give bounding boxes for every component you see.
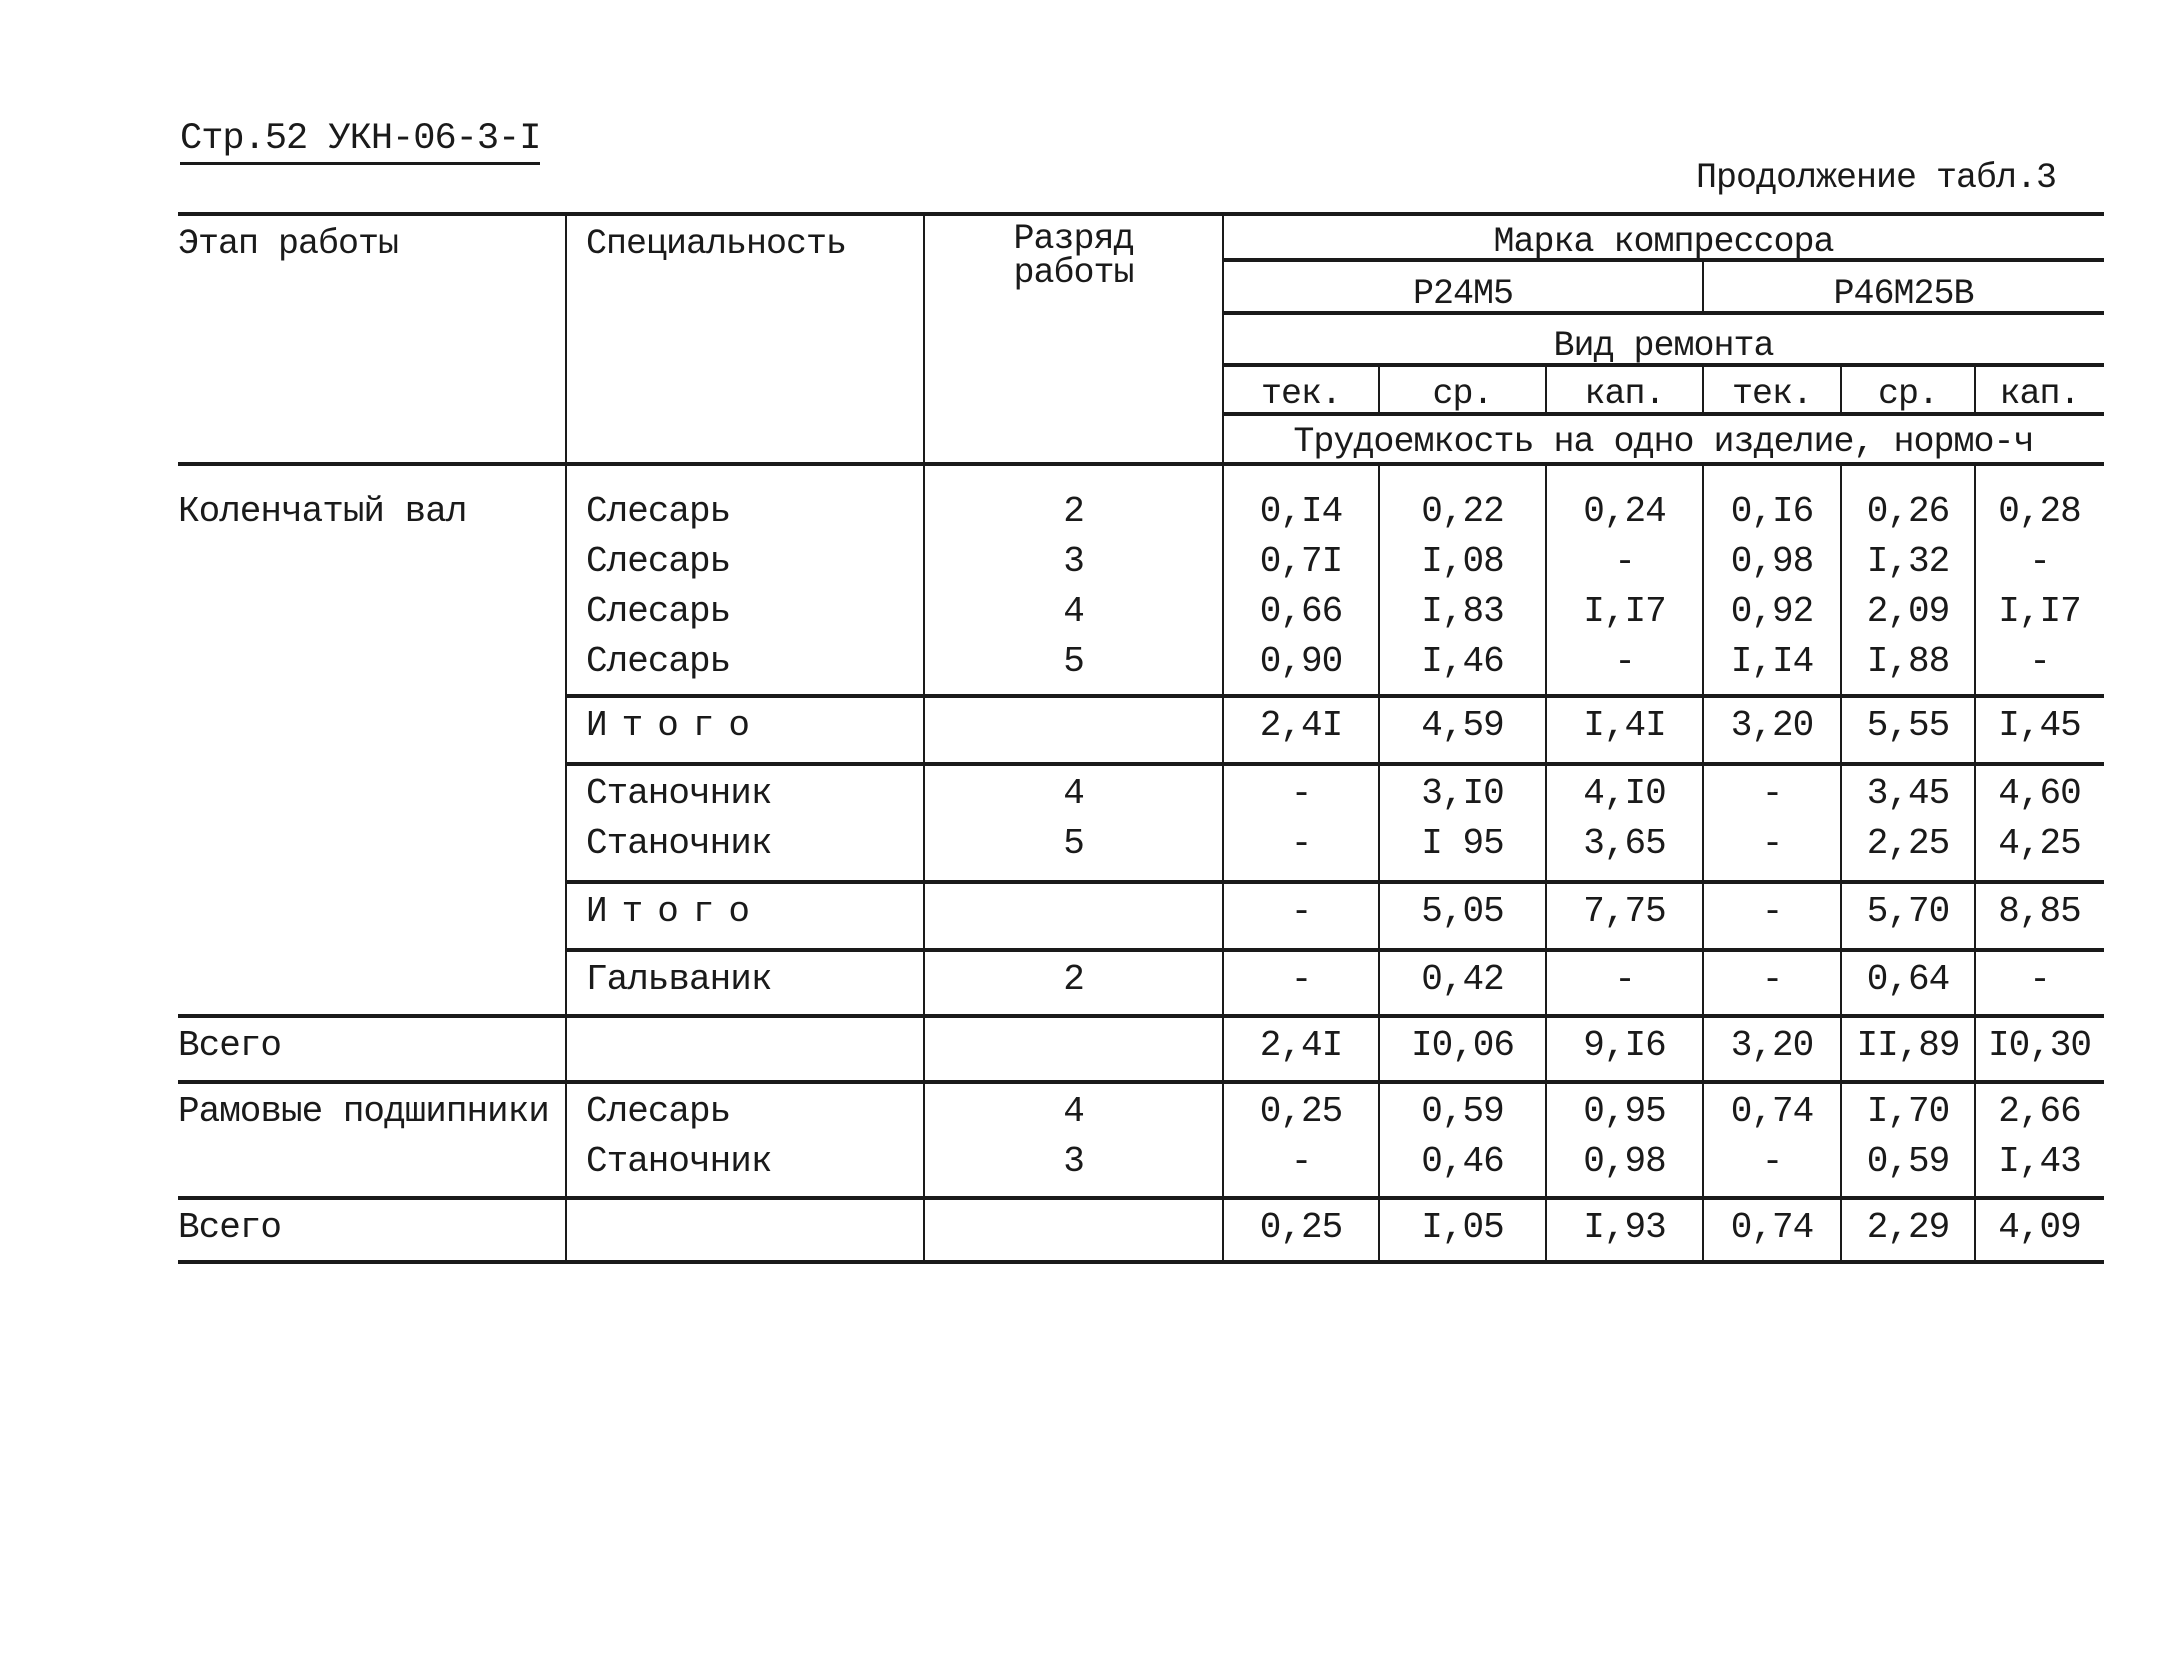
row-value: I 95 bbox=[1421, 823, 1504, 864]
header-compressor-brand: Марка компрессора bbox=[1493, 222, 1834, 262]
row-value: 4,09 bbox=[1998, 1207, 2081, 1248]
row-value: 0,90 bbox=[1259, 641, 1343, 682]
row-value: 3,I0 bbox=[1421, 773, 1504, 814]
row-value: - bbox=[1761, 959, 1783, 1000]
row-value: 7,75 bbox=[1583, 891, 1666, 932]
row-value: 4,I0 bbox=[1583, 773, 1666, 814]
row-value: 0,42 bbox=[1421, 959, 1504, 1000]
row-value: - bbox=[1761, 1141, 1783, 1182]
row-value: 0,59 bbox=[1421, 1091, 1504, 1132]
row-value: 0,25 bbox=[1259, 1091, 1343, 1132]
row-grade: 3 bbox=[1063, 1141, 1084, 1182]
header-repair-type: Вид ремонта bbox=[1553, 326, 1774, 366]
page-header: Стр.52 УКН-06-3-I bbox=[180, 118, 540, 165]
row-value: - bbox=[1290, 823, 1312, 864]
row-value: 0,22 bbox=[1421, 491, 1504, 532]
row-value: 0,92 bbox=[1730, 591, 1814, 632]
row-value: I,93 bbox=[1583, 1207, 1666, 1248]
row-stage: Всего bbox=[178, 1207, 282, 1248]
row-value: - bbox=[1614, 541, 1635, 582]
row-value: 0,59 bbox=[1866, 1141, 1950, 1182]
header-repair-col: тек. bbox=[1260, 374, 1341, 414]
row-value: - bbox=[2029, 959, 2050, 1000]
row-grade: 2 bbox=[1063, 959, 1084, 1000]
row-grade: 4 bbox=[1063, 773, 1084, 814]
row-value: - bbox=[1761, 823, 1783, 864]
row-grade: 4 bbox=[1063, 1091, 1084, 1132]
row-value: - bbox=[2029, 541, 2050, 582]
header-model-p24m5: Р24М5 bbox=[1412, 274, 1514, 314]
row-value: 0,I6 bbox=[1730, 491, 1814, 532]
row-value: 0,I4 bbox=[1259, 491, 1343, 532]
row-value: - bbox=[1290, 959, 1312, 1000]
row-value: 2,25 bbox=[1866, 823, 1950, 864]
row-value: 0,74 bbox=[1730, 1207, 1814, 1248]
header-repair-col: кап. bbox=[1999, 374, 2080, 414]
row-value: 0,28 bbox=[1998, 491, 2081, 532]
row-value: I,83 bbox=[1421, 591, 1504, 632]
row-value: 0,25 bbox=[1259, 1207, 1343, 1248]
row-specialty: Гальваник bbox=[586, 959, 772, 1000]
row-grade: 4 bbox=[1063, 591, 1084, 632]
row-value: - bbox=[1290, 773, 1312, 814]
row-stage: Коленчатый вал bbox=[178, 491, 467, 532]
row-value: 3,20 bbox=[1730, 1025, 1814, 1066]
row-value: I,45 bbox=[1998, 705, 2081, 746]
row-grade: 5 bbox=[1063, 641, 1084, 682]
row-value: I,43 bbox=[1998, 1141, 2081, 1182]
row-value: I,08 bbox=[1421, 541, 1504, 582]
row-specialty: Слесарь bbox=[586, 541, 731, 582]
row-value: 2,29 bbox=[1866, 1207, 1950, 1248]
row-value: 0,64 bbox=[1866, 959, 1950, 1000]
row-value: 0,7I bbox=[1259, 541, 1343, 582]
row-value: 3,65 bbox=[1583, 823, 1666, 864]
row-specialty: Итого bbox=[586, 705, 765, 746]
row-value: 4,25 bbox=[1998, 823, 2081, 864]
row-specialty: Слесарь bbox=[586, 491, 731, 532]
header-model-p46m25v: Р46М25В bbox=[1833, 274, 1974, 314]
row-stage: Всего bbox=[178, 1025, 282, 1066]
row-value: 5,05 bbox=[1421, 891, 1504, 932]
row-value: 3,20 bbox=[1730, 705, 1814, 746]
row-value: 0,98 bbox=[1583, 1141, 1666, 1182]
row-value: - bbox=[1614, 641, 1635, 682]
row-value: I,70 bbox=[1866, 1091, 1950, 1132]
row-value: I0,06 bbox=[1410, 1025, 1515, 1066]
row-value: 0,24 bbox=[1583, 491, 1666, 532]
row-value: - bbox=[1290, 1141, 1312, 1182]
header-grade: Разряд работы bbox=[1013, 219, 1134, 293]
row-value: 0,26 bbox=[1866, 491, 1950, 532]
table-caption: Продолжение табл.3 bbox=[1696, 158, 2057, 198]
row-value: 2,4I bbox=[1259, 705, 1343, 746]
header-labor-intensity: Трудоемкость на одно изделие, нормо-ч bbox=[1293, 422, 2034, 462]
row-value: 9,I6 bbox=[1583, 1025, 1666, 1066]
row-value: II,89 bbox=[1856, 1025, 1960, 1066]
row-specialty: Итого bbox=[586, 891, 765, 932]
row-value: 2,66 bbox=[1998, 1091, 2081, 1132]
header-repair-col: кап. bbox=[1584, 374, 1665, 414]
row-value: I,32 bbox=[1866, 541, 1950, 582]
row-grade: 5 bbox=[1063, 823, 1084, 864]
row-value: - bbox=[1761, 891, 1783, 932]
header-repair-col: ср. bbox=[1432, 374, 1493, 414]
row-value: I,I4 bbox=[1730, 641, 1814, 682]
row-value: I,I7 bbox=[1998, 591, 2081, 632]
header-repair-col: тек. bbox=[1731, 374, 1812, 414]
row-value: 5,55 bbox=[1866, 705, 1950, 746]
row-value: 0,74 bbox=[1730, 1091, 1814, 1132]
row-value: 0,95 bbox=[1583, 1091, 1666, 1132]
row-value: 8,85 bbox=[1998, 891, 2081, 932]
row-value: I,88 bbox=[1866, 641, 1950, 682]
row-value: 2,4I bbox=[1259, 1025, 1343, 1066]
row-value: I,4I bbox=[1583, 705, 1666, 746]
labor-table bbox=[178, 210, 2104, 1280]
row-value: - bbox=[1290, 891, 1312, 932]
row-value: 4,60 bbox=[1998, 773, 2081, 814]
row-value: 3,45 bbox=[1866, 773, 1950, 814]
row-value: I0,30 bbox=[1987, 1025, 2092, 1066]
row-specialty: Станочник bbox=[586, 823, 772, 864]
row-value: 0,66 bbox=[1259, 591, 1343, 632]
row-value: 2,09 bbox=[1866, 591, 1950, 632]
row-value: - bbox=[2029, 641, 2050, 682]
row-specialty: Станочник bbox=[586, 1141, 772, 1182]
row-value: - bbox=[1761, 773, 1783, 814]
row-specialty: Слесарь bbox=[586, 641, 731, 682]
row-value: 0,46 bbox=[1421, 1141, 1504, 1182]
row-grade: 2 bbox=[1063, 491, 1084, 532]
header-stage: Этап работы bbox=[178, 224, 399, 264]
row-grade: 3 bbox=[1063, 541, 1084, 582]
header-specialty: Специальность bbox=[586, 224, 847, 264]
row-value: I,46 bbox=[1421, 641, 1504, 682]
row-value: 4,59 bbox=[1421, 705, 1504, 746]
row-specialty: Слесарь bbox=[586, 591, 731, 632]
row-value: I,I7 bbox=[1583, 591, 1666, 632]
row-value: - bbox=[1614, 959, 1635, 1000]
header-repair-col: ср. bbox=[1877, 374, 1938, 414]
row-specialty: Слесарь bbox=[586, 1091, 731, 1132]
row-specialty: Станочник bbox=[586, 773, 772, 814]
row-value: 0,98 bbox=[1730, 541, 1814, 582]
row-value: 5,70 bbox=[1866, 891, 1950, 932]
row-value: I,05 bbox=[1421, 1207, 1504, 1248]
row-stage: Рамовые подшипники bbox=[178, 1091, 549, 1132]
